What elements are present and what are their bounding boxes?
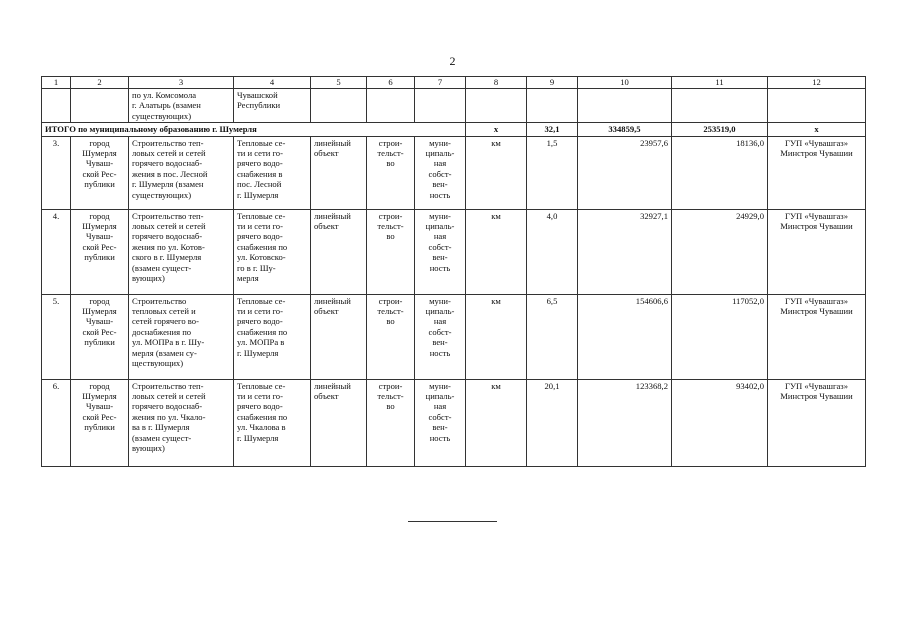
object-name: Тепловые се- ти и сети го- рячего водо- снабжения по ул. Котовско- го в г. Шу- мерля bbox=[234, 209, 311, 294]
object-type: линейный объект bbox=[311, 136, 367, 209]
unit: км bbox=[466, 136, 527, 209]
object-name: Тепловые се- ти и сети го- рячего водо- снабжения по ул. МОПРа в г. Шумерля bbox=[234, 294, 311, 379]
col-num: 6 bbox=[367, 77, 415, 89]
row-number: 6. bbox=[42, 379, 71, 466]
col-num: 9 bbox=[527, 77, 578, 89]
ownership: муни- ципаль- ная собст- вен- ность bbox=[415, 209, 466, 294]
col-num: 5 bbox=[311, 77, 367, 89]
customer: ГУП «Чувашгаз» Минстроя Чувашии bbox=[768, 294, 866, 379]
total-cost: 123368,2 bbox=[578, 379, 672, 466]
col-num: 7 bbox=[415, 77, 466, 89]
total-cost: 334859,5 bbox=[578, 123, 672, 136]
unit: км bbox=[466, 379, 527, 466]
length: 20,1 bbox=[527, 379, 578, 466]
work-kind: строи- тельст- во bbox=[367, 379, 415, 466]
investment-table bbox=[41, 76, 866, 467]
total-customer: х bbox=[768, 123, 866, 136]
length: 4,0 bbox=[527, 209, 578, 294]
total-label: ИТОГО по муниципальному образованию г. Шумерля bbox=[42, 123, 466, 136]
ownership: муни- ципаль- ная собст- вен- ность bbox=[415, 294, 466, 379]
row-number: 5. bbox=[42, 294, 71, 379]
work-description: Строительство теп- ловых сетей и сетей горячего водоснаб- жения в пос. Лесной г. Шумерля (взамен существующих) bbox=[129, 136, 234, 209]
footer-rule bbox=[408, 521, 497, 522]
table-row bbox=[42, 294, 866, 379]
total-cost: 154606,6 bbox=[578, 294, 672, 379]
customer: ГУП «Чувашгаз» Минстроя Чувашии bbox=[768, 379, 866, 466]
col-num: 8 bbox=[466, 77, 527, 89]
work-kind: строи- тельст- во bbox=[367, 209, 415, 294]
col-num: 12 bbox=[768, 77, 866, 89]
ownership: муни- ципаль- ная собст- вен- ность bbox=[415, 136, 466, 209]
object-type: линейный объект bbox=[311, 379, 367, 466]
place: город Шумерля Чуваш- ской Рес- публики bbox=[71, 136, 129, 209]
ownership: муни- ципаль- ная собст- вен- ность bbox=[415, 379, 466, 466]
row-number: 4. bbox=[42, 209, 71, 294]
cost-col11: 117052,0 bbox=[672, 294, 768, 379]
object-name: Чувашской Республики bbox=[234, 89, 311, 123]
work-description: Строительство теп- ловых сетей и сетей горячего водоснаб- жения по ул. Чкало- ва в г. Шумерля (взамен сущест- вующих) bbox=[129, 379, 234, 466]
place: город Шумерля Чуваш- ской Рес- публики bbox=[71, 294, 129, 379]
unit: км bbox=[466, 209, 527, 294]
object-type: линейный объект bbox=[311, 294, 367, 379]
column-number-row bbox=[42, 77, 866, 89]
total-cost: 23957,6 bbox=[578, 136, 672, 209]
page-number: 2 bbox=[449, 54, 456, 68]
customer: ГУП «Чувашгаз» Минстроя Чувашии bbox=[768, 136, 866, 209]
length: 1,5 bbox=[527, 136, 578, 209]
cost-col11: 24929,0 bbox=[672, 209, 768, 294]
work-kind: строи- тельст- во bbox=[367, 294, 415, 379]
object-name: Тепловые се- ти и сети го- рячего водо- снабжения в пос. Лесной г. Шумерля bbox=[234, 136, 311, 209]
col-num: 4 bbox=[234, 77, 311, 89]
col-num: 10 bbox=[578, 77, 672, 89]
total-length: 32,1 bbox=[527, 123, 578, 136]
work-kind: строи- тельст- во bbox=[367, 136, 415, 209]
customer: ГУП «Чувашгаз» Минстроя Чувашии bbox=[768, 209, 866, 294]
work-description: по ул. Комсомола г. Алатырь (взамен существующих) bbox=[129, 89, 234, 123]
col-num: 1 bbox=[42, 77, 71, 89]
total-row bbox=[42, 123, 866, 136]
cost-col11: 93402,0 bbox=[672, 379, 768, 466]
length: 6,5 bbox=[527, 294, 578, 379]
total-unit: х bbox=[466, 123, 527, 136]
col-num: 11 bbox=[672, 77, 768, 89]
row-number: 3. bbox=[42, 136, 71, 209]
object-name: Тепловые се- ти и сети го- рячего водо- снабжения по ул. Чкалова в г. Шумерля bbox=[234, 379, 311, 466]
place: город Шумерля Чуваш- ской Рес- публики bbox=[71, 209, 129, 294]
table-row bbox=[42, 379, 866, 466]
table-row bbox=[42, 209, 866, 294]
col-num: 3 bbox=[129, 77, 234, 89]
col-num: 2 bbox=[71, 77, 129, 89]
work-description: Строительство тепловых сетей и сетей горячего во- доснабжения по ул. МОПРа в г. Шу- мерля (взамен су- ществующих) bbox=[129, 294, 234, 379]
total-cost: 32927,1 bbox=[578, 209, 672, 294]
cost-col11: 18136,0 bbox=[672, 136, 768, 209]
continuation-row bbox=[42, 89, 866, 123]
object-type: линейный объект bbox=[311, 209, 367, 294]
total-cost-col11: 253519,0 bbox=[672, 123, 768, 136]
table-row bbox=[42, 136, 866, 209]
place: город Шумерля Чуваш- ской Рес- публики bbox=[71, 379, 129, 466]
work-description: Строительство теп- ловых сетей и сетей горячего водоснаб- жения по ул. Котов- ского в г. Шумерля (взамен сущест- вующих) bbox=[129, 209, 234, 294]
unit: км bbox=[466, 294, 527, 379]
